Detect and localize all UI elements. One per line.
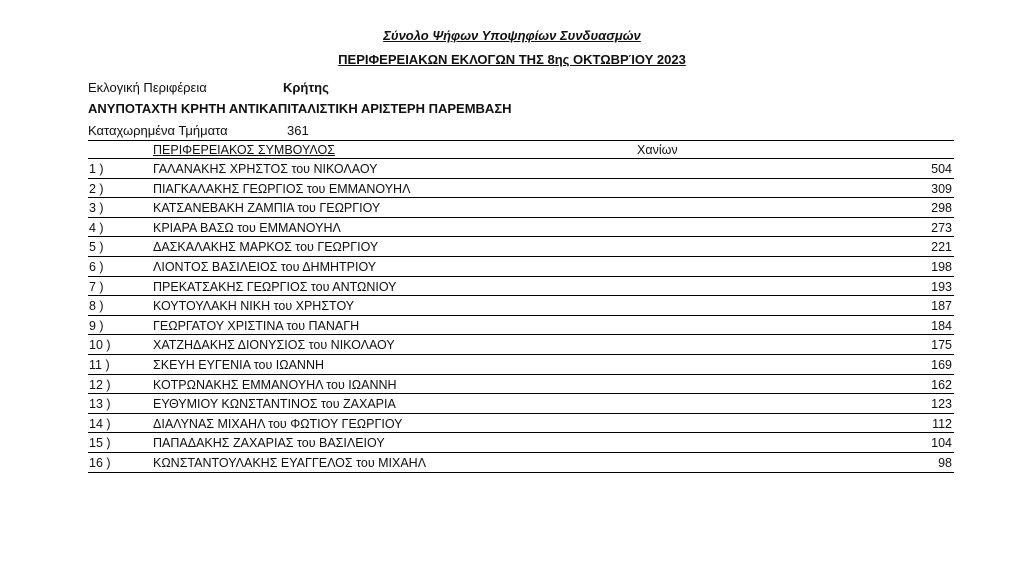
candidate-name: ΔΑΣΚΑΛΑΚΗΣ ΜΑΡΚΟΣ του ΓΕΩΡΓΙΟΥ bbox=[153, 240, 379, 255]
document-subtitle: ΠΕΡΙΦΕΡΕΙΑΚΩΝ ΕΚΛΟΓΩΝ ΤΗΣ 8ης ΟΚΤΩΒΡΊΟΥ 2023 bbox=[338, 52, 686, 67]
candidate-name: ΓΕΩΡΓΑΤΟΥ ΧΡΙΣΤΙΝΑ του ΠΑΝΑΓΗ bbox=[153, 318, 360, 333]
table-row bbox=[88, 414, 954, 434]
sections-value: 361 bbox=[287, 123, 309, 138]
candidate-name: ΚΡΙΑΡΑ ΒΑΣΩ του ΕΜΜΑΝΟΥΗΛ bbox=[153, 220, 341, 235]
row-number: 13 ) bbox=[89, 397, 111, 412]
table-row bbox=[88, 355, 954, 375]
vote-count: 98 bbox=[938, 455, 952, 470]
row-number: 3 ) bbox=[89, 201, 104, 216]
table-row bbox=[88, 277, 954, 297]
table-body bbox=[88, 159, 954, 473]
region-value: Κρήτης bbox=[283, 80, 329, 95]
vote-count: 169 bbox=[931, 357, 952, 372]
region-label: Εκλογική Περιφέρεια bbox=[88, 80, 207, 95]
vote-count: 123 bbox=[931, 397, 952, 412]
table-row bbox=[88, 198, 954, 218]
vote-count: 298 bbox=[931, 201, 952, 216]
row-number: 14 ) bbox=[89, 416, 111, 431]
vote-count: 184 bbox=[931, 318, 952, 333]
table-row bbox=[88, 316, 954, 336]
table-row bbox=[88, 179, 954, 199]
row-number: 8 ) bbox=[89, 299, 104, 314]
vote-count: 175 bbox=[931, 338, 952, 353]
vote-count: 198 bbox=[931, 259, 952, 274]
candidate-name: ΚΟΤΡΩΝΑΚΗΣ ΕΜΜΑΝΟΥΗΛ του ΙΩΑΝΝΗ bbox=[153, 377, 397, 392]
candidate-name: ΚΟΥΤΟΥΛΑΚΗ ΝΙΚΗ του ΧΡΗΣΤΟΥ bbox=[153, 299, 355, 314]
row-number: 5 ) bbox=[89, 240, 104, 255]
row-number: 6 ) bbox=[89, 259, 104, 274]
candidate-name: ΔΙΑΛΥΝΑΣ ΜΙΧΑΗΛ του ΦΩΤΙΟΥ ΓΕΩΡΓΙΟΥ bbox=[153, 416, 403, 431]
row-number: 2 ) bbox=[89, 181, 104, 196]
candidate-name: ΚΑΤΣΑΝΕΒΑΚΗ ΖΑΜΠΙΑ του ΓΕΩΡΓΙΟΥ bbox=[153, 201, 381, 216]
table-row bbox=[88, 375, 954, 395]
results-table bbox=[88, 140, 954, 473]
column-header-area: Χανίων bbox=[637, 143, 678, 157]
vote-count: 504 bbox=[931, 162, 952, 176]
row-number: 9 ) bbox=[89, 318, 104, 333]
vote-count: 221 bbox=[931, 240, 952, 255]
candidate-name: ΕΥΘΥΜΙΟΥ ΚΩΝΣΤΑΝΤΙΝΟΣ του ΖΑΧΑΡΙΑ bbox=[153, 397, 396, 412]
row-number: 11 ) bbox=[89, 357, 110, 372]
vote-count: 273 bbox=[931, 220, 952, 235]
table-row bbox=[88, 159, 954, 179]
candidate-name: ΧΑΤΖΗΔΑΚΗΣ ΔΙΟΝΥΣΙΟΣ του ΝΙΚΟΛΑΟΥ bbox=[153, 338, 395, 353]
table-row bbox=[88, 237, 954, 257]
vote-count: 104 bbox=[931, 436, 952, 451]
candidate-name: ΠΡΕΚΑΤΣΑΚΗΣ ΓΕΩΡΓΙΟΣ του ΑΝΤΩΝΙΟΥ bbox=[153, 279, 397, 294]
row-number: 7 ) bbox=[89, 279, 104, 294]
row-number: 10 ) bbox=[89, 338, 111, 353]
vote-count: 162 bbox=[931, 377, 952, 392]
vote-count: 309 bbox=[931, 181, 952, 196]
candidate-name: ΓΑΛΑΝΑΚΗΣ ΧΡΗΣΤΟΣ του ΝΙΚΟΛΑΟΥ bbox=[153, 162, 378, 176]
table-header bbox=[88, 141, 954, 159]
table-row bbox=[88, 335, 954, 355]
table-row bbox=[88, 433, 954, 453]
sections-label: Καταχωρημένα Τμήματα bbox=[88, 123, 228, 138]
vote-count: 193 bbox=[931, 279, 952, 294]
candidate-name: ΚΩΝΣΤΑΝΤΟΥΛΑΚΗΣ ΕΥΑΓΓΕΛΟΣ του ΜΙΧΑΗΛ bbox=[153, 455, 427, 470]
document-title: Σύνολο Ψήφων Υποψηφίων Συνδυασμών bbox=[383, 28, 641, 43]
row-number: 4 ) bbox=[89, 220, 104, 235]
table-row bbox=[88, 394, 954, 414]
row-number: 12 ) bbox=[89, 377, 111, 392]
candidate-name: ΣΚΕΥΗ ΕΥΓΕΝΙΑ του ΙΩΑΝΝΗ bbox=[153, 357, 325, 372]
candidate-name: ΛΙΟΝΤΟΣ ΒΑΣΙΛΕΙΟΣ του ΔΗΜΗΤΡΙΟΥ bbox=[153, 259, 377, 274]
candidate-name: ΠΙΑΓΚΑΛΑΚΗΣ ΓΕΩΡΓΙΟΣ του ΕΜΜΑΝΟΥΗΛ bbox=[153, 181, 411, 196]
candidate-name: ΠΑΠΑΔΑΚΗΣ ΖΑΧΑΡΙΑΣ του ΒΑΣΙΛΕΙΟΥ bbox=[153, 436, 385, 451]
vote-count: 187 bbox=[931, 299, 952, 314]
table-row bbox=[88, 296, 954, 316]
table-row bbox=[88, 218, 954, 238]
row-number: 16 ) bbox=[89, 455, 111, 470]
vote-count: 112 bbox=[932, 416, 952, 431]
table-row bbox=[88, 257, 954, 277]
row-number: 1 ) bbox=[89, 162, 104, 176]
column-header-candidate: ΠΕΡΙΦΕΡΕΙΑΚΟΣ ΣΥΜΒΟΥΛΟΣ bbox=[153, 143, 335, 157]
row-number: 15 ) bbox=[89, 436, 111, 451]
party-name: ΑΝΥΠΟΤΑΧΤΗ ΚΡΗΤΗ ΑΝΤΙΚΑΠΙΤΑΛΙΣΤΙΚΗ ΑΡΙΣΤΕΡΗ ΠΑΡΕΜΒΑΣΗ bbox=[88, 101, 512, 116]
table-row bbox=[88, 453, 954, 473]
